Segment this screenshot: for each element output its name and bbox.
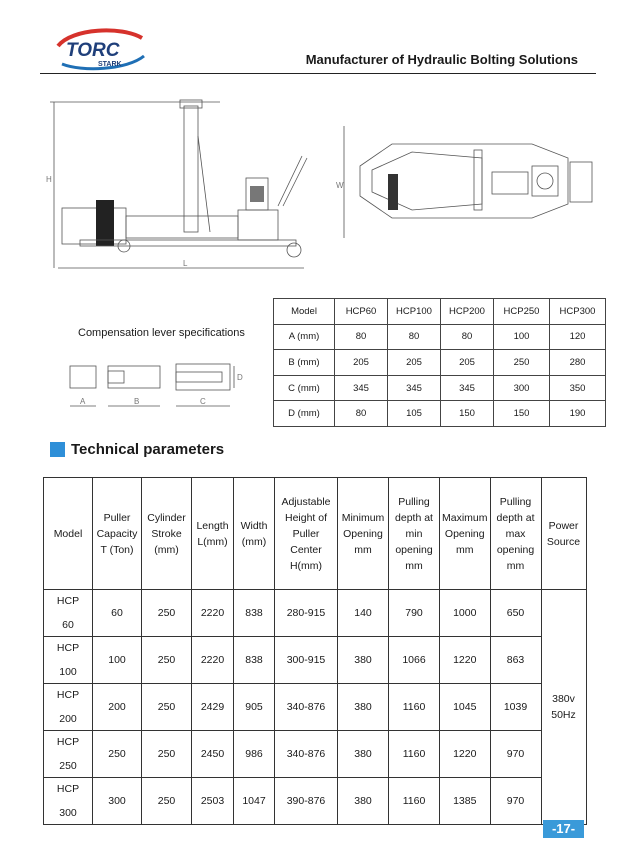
spec-cell: 345 [335,375,388,401]
dim-b-label: B [134,397,140,406]
header-line: depth at [395,511,433,524]
value-cell: 250 [142,684,192,731]
spec-row [274,324,606,350]
spec-header-cell: Model [274,299,335,325]
tech-row [44,778,587,825]
value-cell: 200 [93,684,142,731]
tech-row [44,590,587,637]
tech-header-row [44,478,587,590]
model-number: 100 [59,666,77,678]
header-divider [40,73,596,74]
model-number: 300 [59,807,77,819]
spec-cell: 150 [441,401,494,427]
model-prefix: HCP [56,783,80,795]
header-line: Height of [284,511,328,524]
model-cell [44,731,93,778]
dim-w-label: W [336,181,344,190]
value-cell: 280-915 [275,590,338,637]
spec-cell: 80 [388,324,441,350]
value-cell: 380 [338,684,389,731]
value-cell: 1385 [440,778,491,825]
model-cell [44,590,93,637]
spec-cell: 350 [550,375,606,401]
spec-header-cell: HCP300 [550,299,606,325]
compensation-lever-drawing [64,362,274,412]
value-cell: 380 [338,731,389,778]
model-cell [44,684,93,731]
value-cell: 970 [490,778,541,825]
power-frequency: 50Hz [551,709,576,721]
tech-row [44,637,587,684]
spec-cell: 280 [550,350,606,376]
value-cell: 1220 [440,637,491,684]
tech-header-cell [44,478,93,590]
power-voltage: 380v [552,693,575,705]
spec-cell: A (mm) [274,324,335,350]
model-prefix: HCP [56,689,80,701]
logo-main-text: TORC [66,40,120,61]
header-line: Capacity [96,527,138,540]
header-line: Minimum [341,511,385,524]
header-line: mm [354,543,372,556]
header-line: Model [53,527,83,540]
spec-cell: 80 [335,401,388,427]
header-line: max [505,527,526,540]
value-cell: 2503 [192,778,234,825]
header-line: Power [548,519,579,532]
spec-cell: 105 [388,401,441,427]
value-cell: 838 [234,590,275,637]
tech-row [44,684,587,731]
header-line: H(mm) [289,559,323,572]
puller-top-view-drawing [332,122,602,242]
header-line: Length [196,519,229,532]
header-line: Cylinder [147,511,186,524]
header-line: Puller [292,527,320,540]
dim-c-label: C [200,397,206,406]
header-line: depth at [496,511,535,524]
header-line: opening [496,543,535,556]
power-source-cell [541,590,586,825]
spec-row [274,375,606,401]
tech-header-cell [338,478,389,590]
value-cell: 1160 [389,731,440,778]
header-line: Center [290,543,322,556]
spec-cell: 300 [494,375,550,401]
model-number: 250 [59,760,77,772]
value-cell: 1000 [440,590,491,637]
value-cell: 790 [389,590,440,637]
value-cell: 340-876 [275,684,338,731]
tech-header-cell [275,478,338,590]
spec-header-row [274,299,606,325]
model-prefix: HCP [56,642,80,654]
spec-cell: B (mm) [274,350,335,376]
header-line: (mm) [154,543,179,556]
dim-a-label: A [80,397,86,406]
value-cell: 250 [142,590,192,637]
value-cell: 1220 [440,731,491,778]
spec-cell: 80 [335,324,388,350]
compensation-lever-spec-table [273,298,606,427]
header-line: Puller [103,511,131,524]
tech-header-cell [234,478,275,590]
value-cell: 340-876 [275,731,338,778]
tech-header-cell [490,478,541,590]
spec-row [274,350,606,376]
header-line: mm [405,559,423,572]
dim-h-label: H [46,175,52,184]
header-line: min [405,527,423,540]
header-line: opening [395,543,433,556]
value-cell: 2429 [192,684,234,731]
header-line: Stroke [151,527,182,540]
spec-cell: 100 [494,324,550,350]
value-cell: 300-915 [275,637,338,684]
spec-cell: 80 [441,324,494,350]
section-title: Technical parameters [71,441,225,458]
value-cell: 250 [142,637,192,684]
tech-header-cell [541,478,586,590]
spec-cell: 345 [441,375,494,401]
spec-cell: D (mm) [274,401,335,427]
header-line: (mm) [241,535,267,548]
spec-row [274,401,606,427]
value-cell: 380 [338,637,389,684]
value-cell: 838 [234,637,275,684]
value-cell: 970 [490,731,541,778]
spec-cell: 190 [550,401,606,427]
value-cell: 1045 [440,684,491,731]
value-cell: 300 [93,778,142,825]
value-cell: 250 [142,778,192,825]
header-line: Maximum [442,511,488,524]
value-cell: 2450 [192,731,234,778]
spec-header-cell: HCP100 [388,299,441,325]
spec-cell: 205 [441,350,494,376]
model-number: 60 [62,619,74,631]
model-cell [44,778,93,825]
value-cell: 250 [142,731,192,778]
value-cell: 60 [93,590,142,637]
spec-cell: 120 [550,324,606,350]
value-cell: 1066 [389,637,440,684]
model-cell [44,637,93,684]
tagline: Manufacturer of Hydraulic Bolting Solutions [305,52,578,67]
header-line: mm [456,543,474,556]
header-line: mm [506,559,525,572]
spec-header-cell: HCP60 [335,299,388,325]
page-number: -17- [543,820,584,838]
dim-d-label: D [237,373,243,382]
value-cell: 380 [338,778,389,825]
model-prefix: HCP [56,595,80,607]
dim-l-label: L [183,259,188,268]
value-cell: 100 [93,637,142,684]
header-line: T (Ton) [100,543,134,556]
header-line: Width [240,519,268,532]
value-cell: 986 [234,731,275,778]
header-line: Opening [343,527,383,540]
value-cell: 1160 [389,778,440,825]
value-cell: 863 [490,637,541,684]
spec-header-cell: HCP200 [441,299,494,325]
tech-row [44,731,587,778]
header-line: Opening [444,527,485,540]
value-cell: 1047 [234,778,275,825]
value-cell: 2220 [192,590,234,637]
value-cell: 250 [93,731,142,778]
value-cell: 390-876 [275,778,338,825]
tech-header-cell [192,478,234,590]
header-line: Pulling [499,495,532,508]
model-number: 200 [59,713,77,725]
tech-header-cell [93,478,142,590]
spec-cell: 205 [335,350,388,376]
value-cell: 1039 [490,684,541,731]
spec-cell: 345 [388,375,441,401]
tech-header-cell [142,478,192,590]
section-marker [50,442,65,457]
torc-stark-logo [52,26,152,72]
value-cell: 650 [490,590,541,637]
header-line: Pulling [398,495,430,508]
logo-sub-text: STARK [98,61,122,68]
technical-parameters-table [43,477,587,825]
spec-cell: C (mm) [274,375,335,401]
value-cell: 140 [338,590,389,637]
model-prefix: HCP [56,736,80,748]
value-cell: 1160 [389,684,440,731]
tech-header-cell [440,478,491,590]
header-line: Adjustable [281,495,331,508]
value-cell: 2220 [192,637,234,684]
tech-header-cell [389,478,440,590]
spec-cell: 150 [494,401,550,427]
header-line: Source [546,535,581,548]
spec-cell: 205 [388,350,441,376]
spec-header-cell: HCP250 [494,299,550,325]
compensation-lever-label: Compensation lever specifications [78,327,245,339]
spec-cell: 250 [494,350,550,376]
puller-side-view-drawing [40,96,320,274]
header-line: L(mm) [197,535,228,548]
value-cell: 905 [234,684,275,731]
